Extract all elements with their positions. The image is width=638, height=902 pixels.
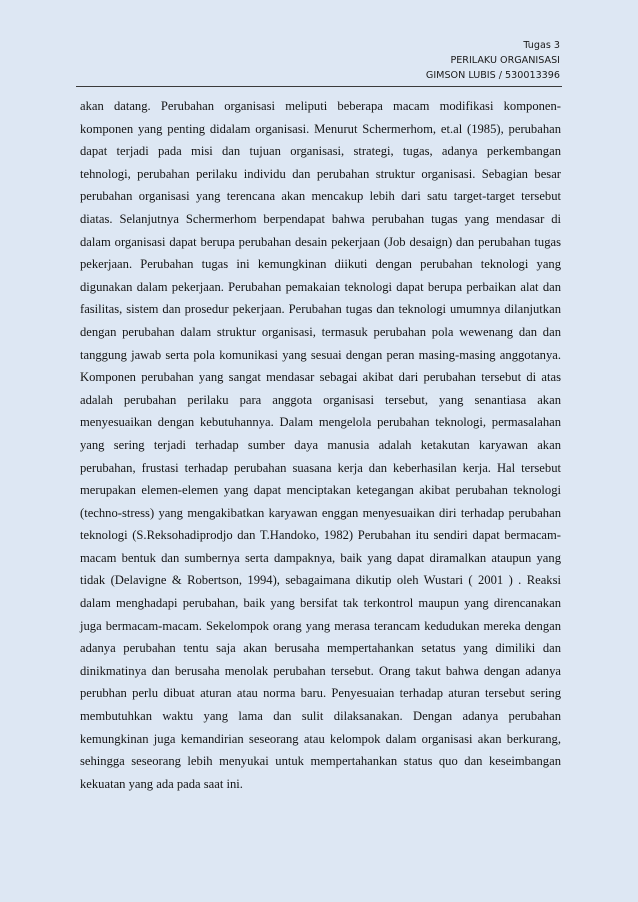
text-line-content: digunakan dalam pekerjaan. Perubahan pemakaian teknologi dapat berupa perbaikan alat dan [80, 279, 561, 294]
text-line [80, 682, 561, 705]
text-line-content: macam bentuk dan sumbernya serta dampaknya, baik yang dapat diramalkan ataupun yang [80, 550, 561, 565]
text-line-content: yang sering terjadi terhadap sumber daya manusia adalah ketakutan karyawan akan [80, 437, 561, 452]
text-line-content: akan datang. Perubahan organisasi meliputi beberapa macam modifikasi komponen- [80, 99, 561, 113]
text-line [80, 569, 561, 592]
text-line [80, 366, 561, 389]
text-line-content: pekerjaan. Perubahan tugas ini kemungkinan diikuti dengan perubahan teknologi yang [80, 257, 561, 272]
text-line-content: komponen yang penting didalam organisasi. Menurut Schermerhom, et.al (1985), perubahan [80, 121, 561, 136]
text-line [80, 773, 561, 796]
header-divider [76, 86, 562, 87]
text-line-content: membutuhkan waktu yang lama dan sulit dilaksanakan. Dengan adanya perubahan [80, 709, 561, 724]
text-line [80, 118, 561, 141]
text-line [80, 479, 561, 502]
text-line-content: kemungkinan juga kemandirian seseorang atau kelompok dalam organisasi akan berkurang, [80, 731, 561, 746]
text-line-content: fasilitas, sistem dan prosedur pekerjaan. Perubahan tugas dan teknologi umumnya dilanjutkan [80, 302, 561, 317]
header-course: PERILAKU ORGANISASI [450, 55, 560, 66]
text-line [80, 276, 561, 299]
text-line-content: perubahan, frustasi terhadap perubahan suasana kerja dan keberhasilan kerja. Hal tersebut [80, 460, 561, 475]
page-header [426, 38, 560, 83]
text-line [80, 547, 561, 570]
text-line [80, 750, 561, 773]
text-line-content: Komponen perubahan yang sangat mendasar sebagai akibat dari perubahan tersebut di atas [80, 370, 561, 385]
header-assignment: Tugas 3 [523, 40, 560, 51]
text-line-content: dengan perubahan dalam struktur organisasi, termasuk perubahan pola wewenang dan dan [80, 324, 561, 339]
text-line [80, 185, 561, 208]
text-line [80, 344, 561, 367]
text-line-content: perubahan organisasi yang terencana akan mencakup lebih dari satu target-target tersebut [80, 189, 561, 204]
text-line [80, 660, 561, 683]
text-line-content: perubhan perlu dibuat aturan atau norma baru. Penyesuaian terhadap aturan tersebut sering [80, 686, 561, 701]
text-line-content: dalam menghadapi perubahan, baik yang bersifat tak terkontrol maupun yang direncanakan [80, 596, 561, 611]
text-line [80, 705, 561, 728]
text-line-content: diatas. Selanjutnya Schermerhom berpendapat bahwa perubahan tugas yang mendasar di [80, 211, 561, 226]
text-line-content: adanya perubahan tentu saja akan berusaha mempertahankan setatus yang dimiliki dan [80, 641, 561, 656]
text-line [80, 524, 561, 547]
text-line-content: merupakan elemen-elemen yang dapat menciptakan ketegangan akibat perubahan teknologi [80, 483, 561, 498]
text-line-content: sehingga seseorang lebih menyukai untuk mempertahankan status quo dan keseimbangan [80, 754, 561, 769]
text-line [80, 298, 561, 321]
text-line [80, 637, 561, 660]
text-line-content: juga bermacam-macam. Sekelompok orang yang merasa terancam kedudukan mereka dengan [80, 618, 561, 633]
text-line-content: kekuatan yang ada pada saat ini. [80, 776, 243, 791]
text-line [80, 389, 561, 412]
text-line-content: tehnologi, perubahan perilaku individu dan perubahan struktur organisasi. Sebagian besar [80, 166, 561, 181]
text-line-content: dalam organisasi dapat berupa perubahan desain pekerjaan (Job desaign) dan perubahan tugas [80, 234, 561, 249]
text-line-content: (techno-stress) yang mengakibatkan karyawan enggan menyesuaikan diri terhadap perubahan [80, 505, 561, 520]
text-line [80, 502, 561, 525]
text-line [80, 140, 561, 163]
text-line-content: tanggung jawab serta pola komunikasi yang sesuai dengan peran masing-masing anggotanya. [80, 347, 561, 362]
header-author: GIMSON LUBIS / 530013396 [425, 70, 560, 81]
text-line-content: dapat terjadi pada misi dan tujuan organisasi, strategi, tugas, adanya perkembangan [80, 144, 561, 159]
text-line [80, 163, 561, 186]
text-line-content: adalah perubahan perilaku para anggota organisasi tersebut, yang senantiasa akan [80, 392, 561, 407]
text-line-content: teknologi (S.Reksohadiprodjo dan T.Handoko, 1982) Perubahan itu sendiri dapat bermacam- [80, 528, 561, 543]
text-line [80, 592, 561, 615]
text-line [80, 728, 561, 751]
text-line [80, 208, 561, 231]
text-line-content: menyesuaikan dengan kebutuhannya. Dalam mengelola perubahan teknologi, permasalahan [80, 415, 561, 430]
text-line [80, 321, 561, 344]
text-line [80, 434, 561, 457]
text-line [80, 411, 561, 434]
text-line-content: dinikmatinya dan berusaha menolak perubahan tersebut. Orang takut bahwa dengan adanya [80, 663, 561, 678]
text-line [80, 95, 561, 118]
text-line [80, 457, 561, 480]
text-line [80, 253, 561, 276]
text-line-content: tidak (Delavigne & Robertson, 1994), sebagaimana dikutip oleh Wustari ( 2001 ) . Reaksi [80, 573, 561, 588]
text-line [80, 231, 561, 254]
text-line [80, 615, 561, 638]
body-paragraph [80, 95, 561, 795]
